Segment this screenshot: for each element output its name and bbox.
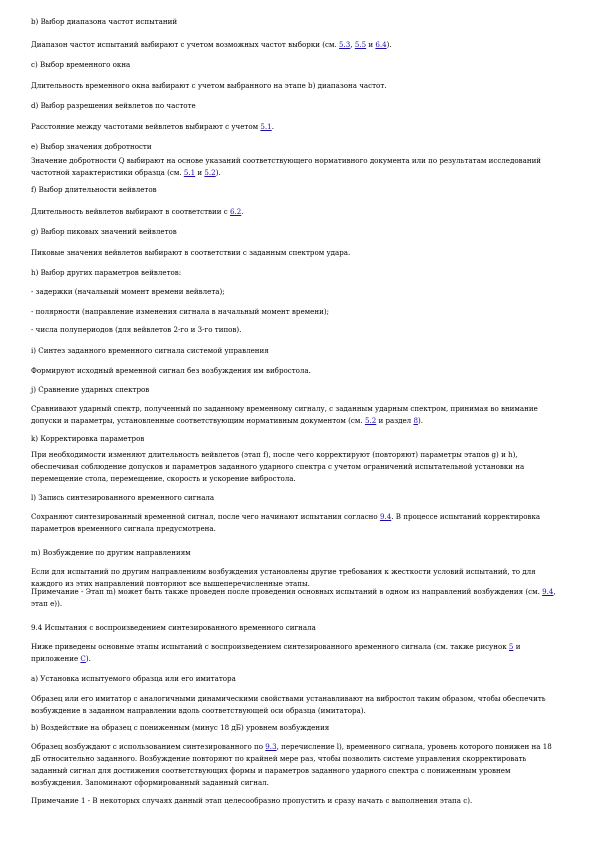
link-separator: , bbox=[350, 40, 355, 49]
paragraph bbox=[31, 267, 561, 279]
paragraph-text: . В процессе испытаний корректировка параметров временного сигнала предусмотрена. bbox=[31, 512, 541, 533]
paragraph-text: ). bbox=[85, 654, 91, 663]
paragraph-text: Ниже приведены основные этапы испытаний с воспроизведением синтезированного временного сигнала (см. также рисунок bbox=[31, 642, 509, 651]
cross-reference-link[interactable]: 5.5 bbox=[354, 40, 367, 49]
paragraph bbox=[31, 741, 561, 789]
paragraph-text: f) Выбор длительности вейвлетов bbox=[31, 185, 157, 194]
paragraph bbox=[31, 693, 561, 717]
paragraph-text: , перечисление l), временного сигнала, уровень которого понижен на 18 дБ относительно заданного. Возбуждение повторяют по крайней мере раз, чтобы позволить системе управления скорректировать заданный сигнал для достижения соответствующих формы и параметров заданного ударного спектра с пониженным уровнем возбуждения. Запоминают сформированный заданный сигнал. bbox=[31, 742, 552, 787]
paragraph-text: . bbox=[271, 122, 274, 131]
cross-reference-link[interactable]: 9.4 bbox=[542, 587, 554, 596]
paragraph bbox=[31, 511, 561, 535]
paragraph bbox=[31, 121, 561, 133]
paragraph-text: l) Запись синтезированного временного сигнала bbox=[31, 493, 215, 502]
paragraph-text: b) Воздействие на образец с пониженным (минус 18 дБ) уровнем возбуждения bbox=[31, 723, 330, 732]
paragraph bbox=[31, 306, 561, 318]
paragraph bbox=[31, 433, 561, 445]
cross-reference-link[interactable]: 5.2 bbox=[204, 168, 216, 177]
paragraph bbox=[31, 673, 561, 685]
paragraph-text: - задержки (начальный момент времени вейвлета); bbox=[31, 287, 225, 296]
paragraph-text: Длительность вейвлетов выбирают в соответствии с bbox=[31, 207, 230, 216]
paragraph bbox=[31, 492, 561, 504]
cross-reference-link[interactable]: 6.2 bbox=[229, 207, 242, 216]
paragraph-text: Расстояние между частотами вейвлетов выбирают с учетом bbox=[31, 122, 261, 131]
paragraph-text: Сохраняют синтезированный временной сигнал, после чего начинают испытания согласно bbox=[31, 512, 380, 521]
paragraph-text: e) Выбор значения добротности bbox=[31, 142, 152, 151]
paragraph-text: Образец возбуждают с использованием синтезированного по bbox=[31, 742, 266, 751]
paragraph-text: 9.4 Испытания с воспроизведением синтезированного временного сигнала bbox=[31, 623, 316, 632]
link-separator: и bbox=[195, 168, 205, 177]
paragraph-text: Образец или его имитатор с аналогичными динамическими свойствами устанавливают на вибростол таким образом, чтобы обеспечить возбуждение в заданном направлении вдоль соответствующей оси образца (имитатора). bbox=[31, 694, 546, 715]
paragraph bbox=[31, 345, 561, 357]
paragraph-text: Если для испытаний по другим направлениям возбуждения установлены другие требования к жесткости условий испытаний, то для каждого из этих направлений повторяют все вышеперечисленные этапы. bbox=[31, 567, 536, 588]
cross-reference-link[interactable]: 5.1 bbox=[260, 122, 272, 131]
paragraph-text: - полярности (направление изменения сигнала в начальный момент времени); bbox=[31, 307, 329, 316]
paragraph bbox=[31, 247, 561, 259]
cross-reference-link[interactable]: 9.3 bbox=[265, 742, 277, 751]
paragraph bbox=[31, 16, 561, 28]
cross-reference-link[interactable]: 5.1 bbox=[183, 168, 196, 177]
paragraph-text: Диапазон частот испытаний выбирают с учетом возможных частот выборки (см. bbox=[31, 40, 340, 49]
paragraph bbox=[31, 155, 561, 179]
paragraph-text: d) Выбор разрешения вейвлетов по частоте bbox=[31, 101, 196, 110]
link-separator: и bbox=[366, 40, 376, 49]
paragraph-text: ). bbox=[215, 168, 221, 177]
cross-reference-link[interactable]: C bbox=[80, 654, 86, 663]
paragraph bbox=[31, 365, 561, 377]
paragraph bbox=[31, 384, 561, 396]
paragraph-text: k) Корректировка параметров bbox=[31, 434, 145, 443]
paragraph bbox=[31, 184, 561, 196]
paragraph-text: Формируют исходный временной сигнал без возбуждения им вибростола. bbox=[31, 366, 311, 375]
paragraph bbox=[31, 547, 561, 559]
paragraph-text: ). bbox=[386, 40, 392, 49]
paragraph bbox=[31, 59, 561, 71]
paragraph-text: m) Возбуждение по другим направлениям bbox=[31, 548, 191, 557]
cross-reference-link[interactable]: 5 bbox=[508, 642, 514, 651]
cross-reference-link[interactable]: 5.2 bbox=[364, 416, 377, 425]
paragraph-text: Значение добротности Q выбирают на основе указаний соответствующего нормативного документа или по результатам исследований частотной характеристики образца (см. bbox=[31, 156, 542, 177]
paragraph-text: При необходимости изменяют длительность вейвлетов (этап f), после чего корректируют (повторяют) параметры этапов g) и h), обеспечивая соблюдение допусков и параметров заданного ударного спектра с учетом ограничений испытательной установки на перемещение стола, перемещение, скорость и ускорение вибростола. bbox=[31, 450, 525, 483]
paragraph bbox=[31, 39, 561, 51]
paragraph bbox=[31, 286, 561, 298]
paragraph-text: . bbox=[241, 207, 244, 216]
paragraph-text: , этап e)). bbox=[31, 587, 556, 608]
cross-reference-link[interactable]: 5.3 bbox=[339, 40, 351, 49]
paragraph bbox=[31, 622, 561, 634]
paragraph bbox=[31, 100, 561, 112]
paragraph-text: Сравнивают ударный спектр, полученный по заданному временному сигналу, с заданным ударным спектром, принимая во внимание допуски и параметры, установленные соответствующим нормативным документом (см. bbox=[31, 404, 538, 425]
paragraph-text: g) Выбор пиковых значений вейвлетов bbox=[31, 227, 177, 236]
paragraph-text: ). bbox=[417, 416, 423, 425]
paragraph-text: j) Сравнение ударных спектров bbox=[31, 385, 150, 394]
cross-reference-link[interactable]: 8 bbox=[413, 416, 418, 425]
paragraph-text: a) Установка испытуемого образца или его имитатора bbox=[31, 674, 236, 683]
paragraph-text: b) Выбор диапазона частот испытаний bbox=[31, 17, 178, 26]
paragraph bbox=[31, 80, 561, 92]
paragraph-text: h) Выбор других параметров вейвлетов: bbox=[31, 268, 182, 277]
paragraph bbox=[31, 141, 561, 153]
paragraph bbox=[31, 226, 561, 238]
paragraph-text: Примечание 1 - В некоторых случаях данный этап целесообразно пропустить и сразу начать с выполнения этапа c). bbox=[31, 796, 473, 805]
paragraph bbox=[31, 449, 561, 485]
paragraph-text: Примечание - Этап m) может быть также проведен после проведения основных испытаний в одном из направлений возбуждения (см. bbox=[31, 587, 543, 596]
paragraph bbox=[31, 324, 561, 336]
paragraph-text: и приложение bbox=[31, 642, 521, 663]
paragraph bbox=[31, 206, 561, 218]
paragraph bbox=[31, 641, 561, 665]
paragraph bbox=[31, 795, 561, 807]
paragraph-text: Длительность временного окна выбирают с учетом выбранного на этапе b) диапазона частот. bbox=[31, 81, 387, 90]
paragraph-text: Пиковые значения вейвлетов выбирают в соответствии с заданным спектром удара. bbox=[31, 248, 351, 257]
cross-reference-link[interactable]: 6.4 bbox=[375, 40, 387, 49]
paragraph bbox=[31, 586, 561, 610]
paragraph-text: i) Синтез заданного временного сигнала системой управления bbox=[31, 346, 269, 355]
paragraph bbox=[31, 403, 561, 427]
paragraph-text: c) Выбор временного окна bbox=[31, 60, 131, 69]
cross-reference-link[interactable]: 9.4 bbox=[379, 512, 392, 521]
paragraph bbox=[31, 722, 561, 734]
paragraph-text: и раздел bbox=[376, 416, 414, 425]
paragraph-text: - числа полупериодов (для вейвлетов 2-го и 3-го типов). bbox=[31, 325, 242, 334]
